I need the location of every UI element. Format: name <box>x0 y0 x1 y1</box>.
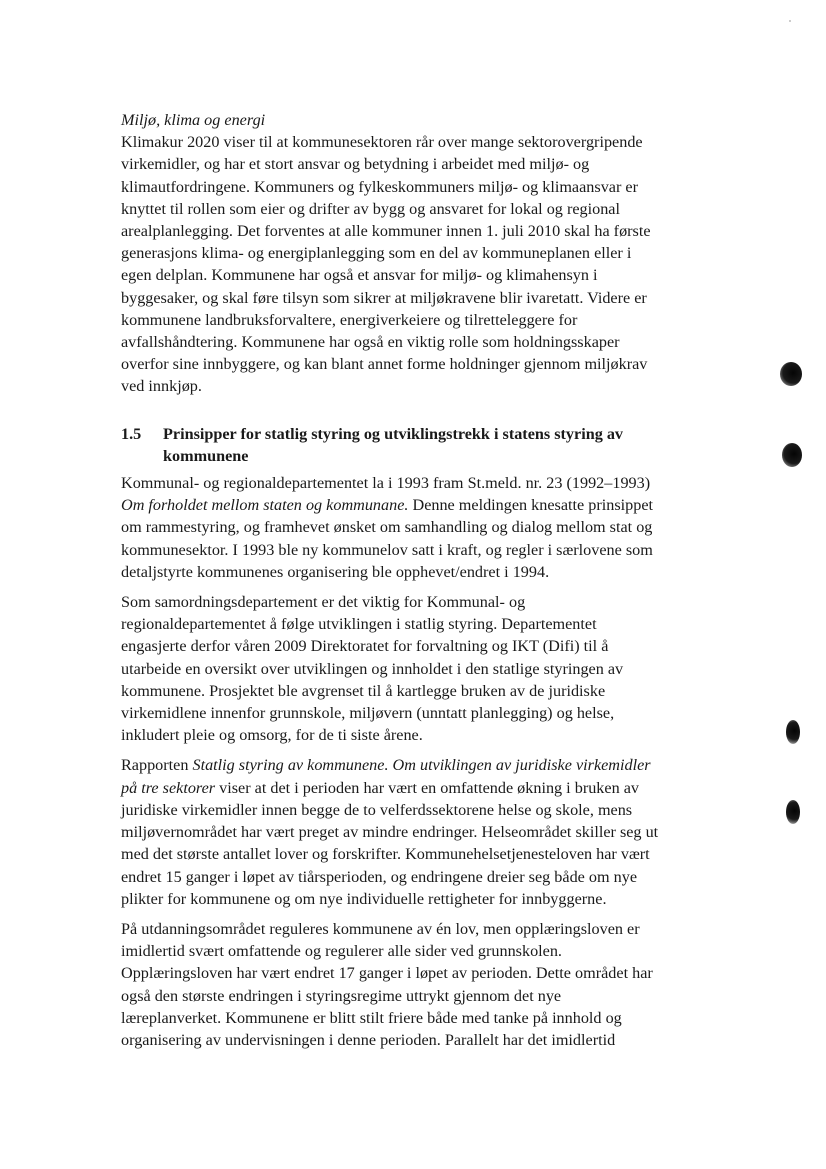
punch-hole-mark <box>786 800 800 824</box>
paragraph-line: Som samordningsdepartement er det viktig for Kommunal- og <box>121 593 526 612</box>
paragraph-line: byggesaker, og skal føre tilsyn som sikrer at miljøkravene blir ivaretatt. Videre er <box>121 288 647 307</box>
punch-hole-mark <box>780 362 802 386</box>
paragraph-line: utarbeide en oversikt over utviklingen og innholdet i den statlige styringen av <box>121 659 624 678</box>
paragraph-line: kommunesektor. I 1993 ble ny kommunelov satt i kraft, og regler i særlovene som <box>121 540 653 559</box>
punch-hole-mark <box>782 443 802 467</box>
paragraph-2 <box>121 591 711 746</box>
paragraph-line: virkemidlene innenfor grunnskole, miljøvern (unntatt planlegging) og helse, <box>121 704 615 723</box>
report-title-italic: på tre sektorer <box>121 778 216 797</box>
paragraph-line: virkemidler, og har et stort ansvar og betydning i arbeidet med miljø- og <box>121 155 590 174</box>
paragraph-line: generasjons klima- og energiplanlegging som en del av kommuneplanen eller i <box>121 244 632 263</box>
section-heading-1-5 <box>121 423 711 467</box>
paragraph-line: Kommunal- og regionaldepartementet la i 1993 fram St.meld. nr. 23 (1992–1993) <box>121 474 651 493</box>
report-title-italic: Statlig styring av kommunene. Om utviklingen av juridiske virkemidler <box>192 756 651 775</box>
paragraph-line: knyttet til rollen som eier og drifter av bygg og ansvaret for lokal og regional <box>121 199 620 218</box>
paragraph-line: juridiske virkemidler innen begge de to velferdssektorene helse og skole, mens <box>121 800 633 819</box>
paragraph-line: med det største antallet lover og forskrifter. Kommunehelsetjenesteloven har vært <box>121 845 650 864</box>
paragraph-line: regionaldepartementet å følge utviklingen i statlig styring. Departementet <box>121 615 597 634</box>
paragraph-line: organisering av undervisningen i denne perioden. Parallelt har det imidlertid <box>121 1030 616 1049</box>
paragraph-line: klimautfordringene. Kommuners og fylkeskommuners miljø- og klimaansvar er <box>121 177 638 196</box>
paragraph-line: arealplanlegging. Det forventes at alle kommuner innen 1. juli 2010 skal ha første <box>121 222 651 241</box>
paragraph-line: På utdanningsområdet reguleres kommunene av én lov, men opplæringsloven er <box>121 919 640 938</box>
section-environment <box>121 109 711 398</box>
paragraph-line: Opplæringsloven har vært endret 17 ganger i løpet av perioden. Dette området har <box>121 964 653 983</box>
paragraph-line: miljøvernområdet har vært preget av mindre endringer. Helseområdet skiller seg ut <box>121 823 659 842</box>
paragraph-line: læreplanverket. Kommunene er blitt stilt friere både med tanke på innhold og <box>121 1008 622 1027</box>
paragraph-line: overfor sine innbyggere, og kan blant annet forme holdninger gjennom miljøkrav <box>121 355 648 374</box>
paragraph-line <box>121 494 711 516</box>
paragraph-line: engasjerte derfor våren 2009 Direktoratet for forvaltning og IKT (Difi) til å <box>121 637 609 656</box>
paragraph-line: om rammestyring, og framhevet ønsket om samhandling og dialog mellom stat og <box>121 518 653 537</box>
paragraph-line: egen delplan. Kommunene har også et ansvar for miljø- og klimahensyn i <box>121 266 598 285</box>
punch-hole-mark <box>786 720 800 744</box>
paragraph-line: plikter for kommunene og om nye individuelle rettigheter for innbyggerne. <box>121 889 607 908</box>
paragraph-line: Klimakur 2020 viser til at kommunesektoren rår over mange sektorovergripende <box>121 133 643 152</box>
paragraph-line <box>121 754 711 776</box>
scan-speck <box>789 20 791 22</box>
paragraph-line: kommunene landbruksforvaltere, energiverkeiere og tilretteleggere for <box>121 310 578 329</box>
paragraph-line: også den største endringen i styringsregime uttrykt gjennom det nye <box>121 986 562 1005</box>
subheading-environment: Miljø, klima og energi <box>121 111 266 129</box>
paragraph-3 <box>121 754 711 909</box>
paragraph-1 <box>121 472 711 583</box>
paragraph-line: imidlertid svært omfattende og regulerer alle sider ved grunnskolen. <box>121 942 562 961</box>
section-title-line: Prinsipper for statlig styring og utviklingstrekk i statens styring av <box>163 424 624 443</box>
paragraph-line: avfallshåndtering. Kommunene har også en viktig rolle som holdningsskaper <box>121 333 620 352</box>
paragraph-line <box>121 777 711 799</box>
paragraph-text: Denne meldingen knesatte prinsippet <box>408 496 653 515</box>
paragraph-line: ved innkjøp. <box>121 377 202 396</box>
paragraph-line: kommunene. Prosjektet ble avgrenset til å kartlegge bruken av de juridiske <box>121 681 606 700</box>
section-title-line: kommunene <box>163 446 249 465</box>
paragraph-line: endret 15 ganger i løpet av tiårsperioden, og endringene dreier seg både om nye <box>121 867 638 886</box>
report-title-italic: Om forholdet mellom staten og kommunane. <box>121 496 409 515</box>
paragraph-text: viser at det i perioden har vært en omfattende økning i bruken av <box>215 778 640 797</box>
paragraph-line: inkludert pleie og omsorg, for de ti siste årene. <box>121 726 423 745</box>
paragraph-text: Rapporten <box>121 756 193 775</box>
section-number: 1.5 <box>121 424 142 443</box>
document-page <box>121 109 711 1059</box>
paragraph-4 <box>121 918 711 1051</box>
paragraph-line: detaljstyrte kommunenes organisering ble opphevet/endret i 1994. <box>121 562 550 581</box>
